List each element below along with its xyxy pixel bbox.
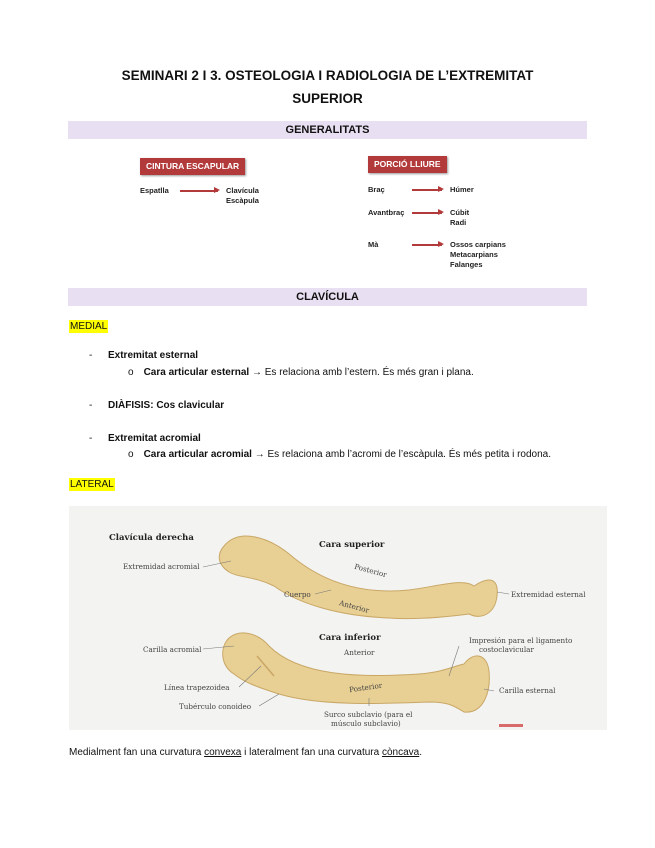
label-carilla-esternal: Carilla esternal (499, 686, 556, 695)
label-musculo-subclavio: músculo subclavio) (331, 719, 401, 728)
label-tuberculo-conoideo: Tubérculo conoideo (179, 702, 252, 711)
lateral-label: LATERAL (70, 479, 114, 490)
label-cuerpo: Cuerpo (284, 590, 311, 599)
label-impresion-ligamento: Impresión para el ligamento (469, 636, 573, 645)
word-convexa: convexa (204, 747, 242, 758)
porcio-lliure-box: PORCIÓ LLIURE (368, 156, 447, 173)
list-item: Extremitat esternal (108, 350, 199, 361)
generalitats-diagram (140, 150, 510, 280)
closing-text-3: . (419, 747, 422, 758)
row-from: Avantbraç (368, 208, 405, 217)
arrow-icon (412, 189, 442, 191)
label-posterior-bottom: Posterior (348, 680, 383, 695)
label-costoclavicular: costoclavicular (479, 645, 534, 654)
label-anterior-bottom: Anterior (344, 648, 375, 657)
section-generalitats: GENERALITATS (68, 121, 587, 139)
sub-item (128, 367, 474, 378)
list-dash: - (89, 400, 93, 411)
closing-sentence (69, 747, 422, 758)
list-item: Extremitat acromial (108, 433, 201, 444)
label-extremidad-esternal: Extremidad esternal (511, 590, 586, 599)
arrow-icon (180, 190, 218, 192)
title-line-2: SUPERIOR (292, 91, 363, 106)
list-item: DIÀFISIS: Cos clavicular (108, 400, 225, 411)
arrow-icon (412, 244, 442, 246)
row-to: Cúbit (450, 208, 470, 217)
medial-label: MEDIAL (70, 321, 108, 332)
view-label-superior: Cara superior (319, 540, 385, 550)
sub-item (128, 449, 551, 460)
label-linea-trapezoidea: Línea trapezoidea (164, 683, 230, 692)
section-clavicula: CLAVÍCULA (68, 288, 587, 306)
bullet: o (128, 367, 134, 378)
cintura-escapular-box: CINTURA ESCAPULAR (140, 158, 245, 175)
word-concava: còncava (381, 747, 420, 758)
row-to: Escàpula (226, 196, 259, 205)
bullet: o (128, 449, 134, 460)
row-to: Húmer (450, 185, 474, 194)
sub-item-text: → Es relaciona amb l’acromi de l’escàpula. És més petita i rodona. (251, 449, 551, 460)
sub-item-text: → Es relaciona amb l’estern. És més gran i plana. (249, 367, 474, 378)
clavicle-figure (69, 506, 607, 730)
label-anterior-top: Anterior (338, 598, 371, 615)
title-line-1: SEMINARI 2 I 3. OSTEOLOGIA I RADIOLOGIA DE L’EXTREMITAT (121, 68, 534, 83)
sub-item-bold: Cara articular acromial (143, 449, 252, 460)
row-from: Espatlla (140, 186, 169, 195)
document-title (60, 64, 595, 110)
list-dash: - (89, 433, 93, 444)
view-label-inferior: Cara inferior (319, 633, 381, 643)
clavicle-bottom-view (223, 633, 490, 712)
row-from: Mà (368, 240, 379, 249)
row-to: Ossos carpians (450, 240, 506, 249)
sub-item-bold: Cara articular esternal (143, 367, 250, 378)
row-to: Falanges (450, 260, 483, 269)
closing-text-2: i lateralment fan una curvatura (241, 747, 382, 758)
row-from: Braç (368, 185, 385, 194)
list-dash: - (89, 350, 93, 361)
row-to: Radi (450, 218, 467, 227)
row-to: Metacarpians (450, 250, 498, 259)
page-mark (499, 724, 523, 727)
arrow-icon (412, 212, 442, 214)
row-to: Clavícula (226, 186, 259, 195)
label-carilla-acromial: Carilla acromial (143, 645, 202, 654)
closing-text-1: Medialment fan una curvatura (69, 747, 205, 758)
figure-title: Clavícula derecha (109, 533, 194, 543)
label-posterior-top: Posterior (353, 561, 388, 580)
label-surco-subclavio: Surco subclavio (para el (324, 710, 413, 719)
label-extremidad-acromial: Extremidad acromial (123, 562, 200, 571)
